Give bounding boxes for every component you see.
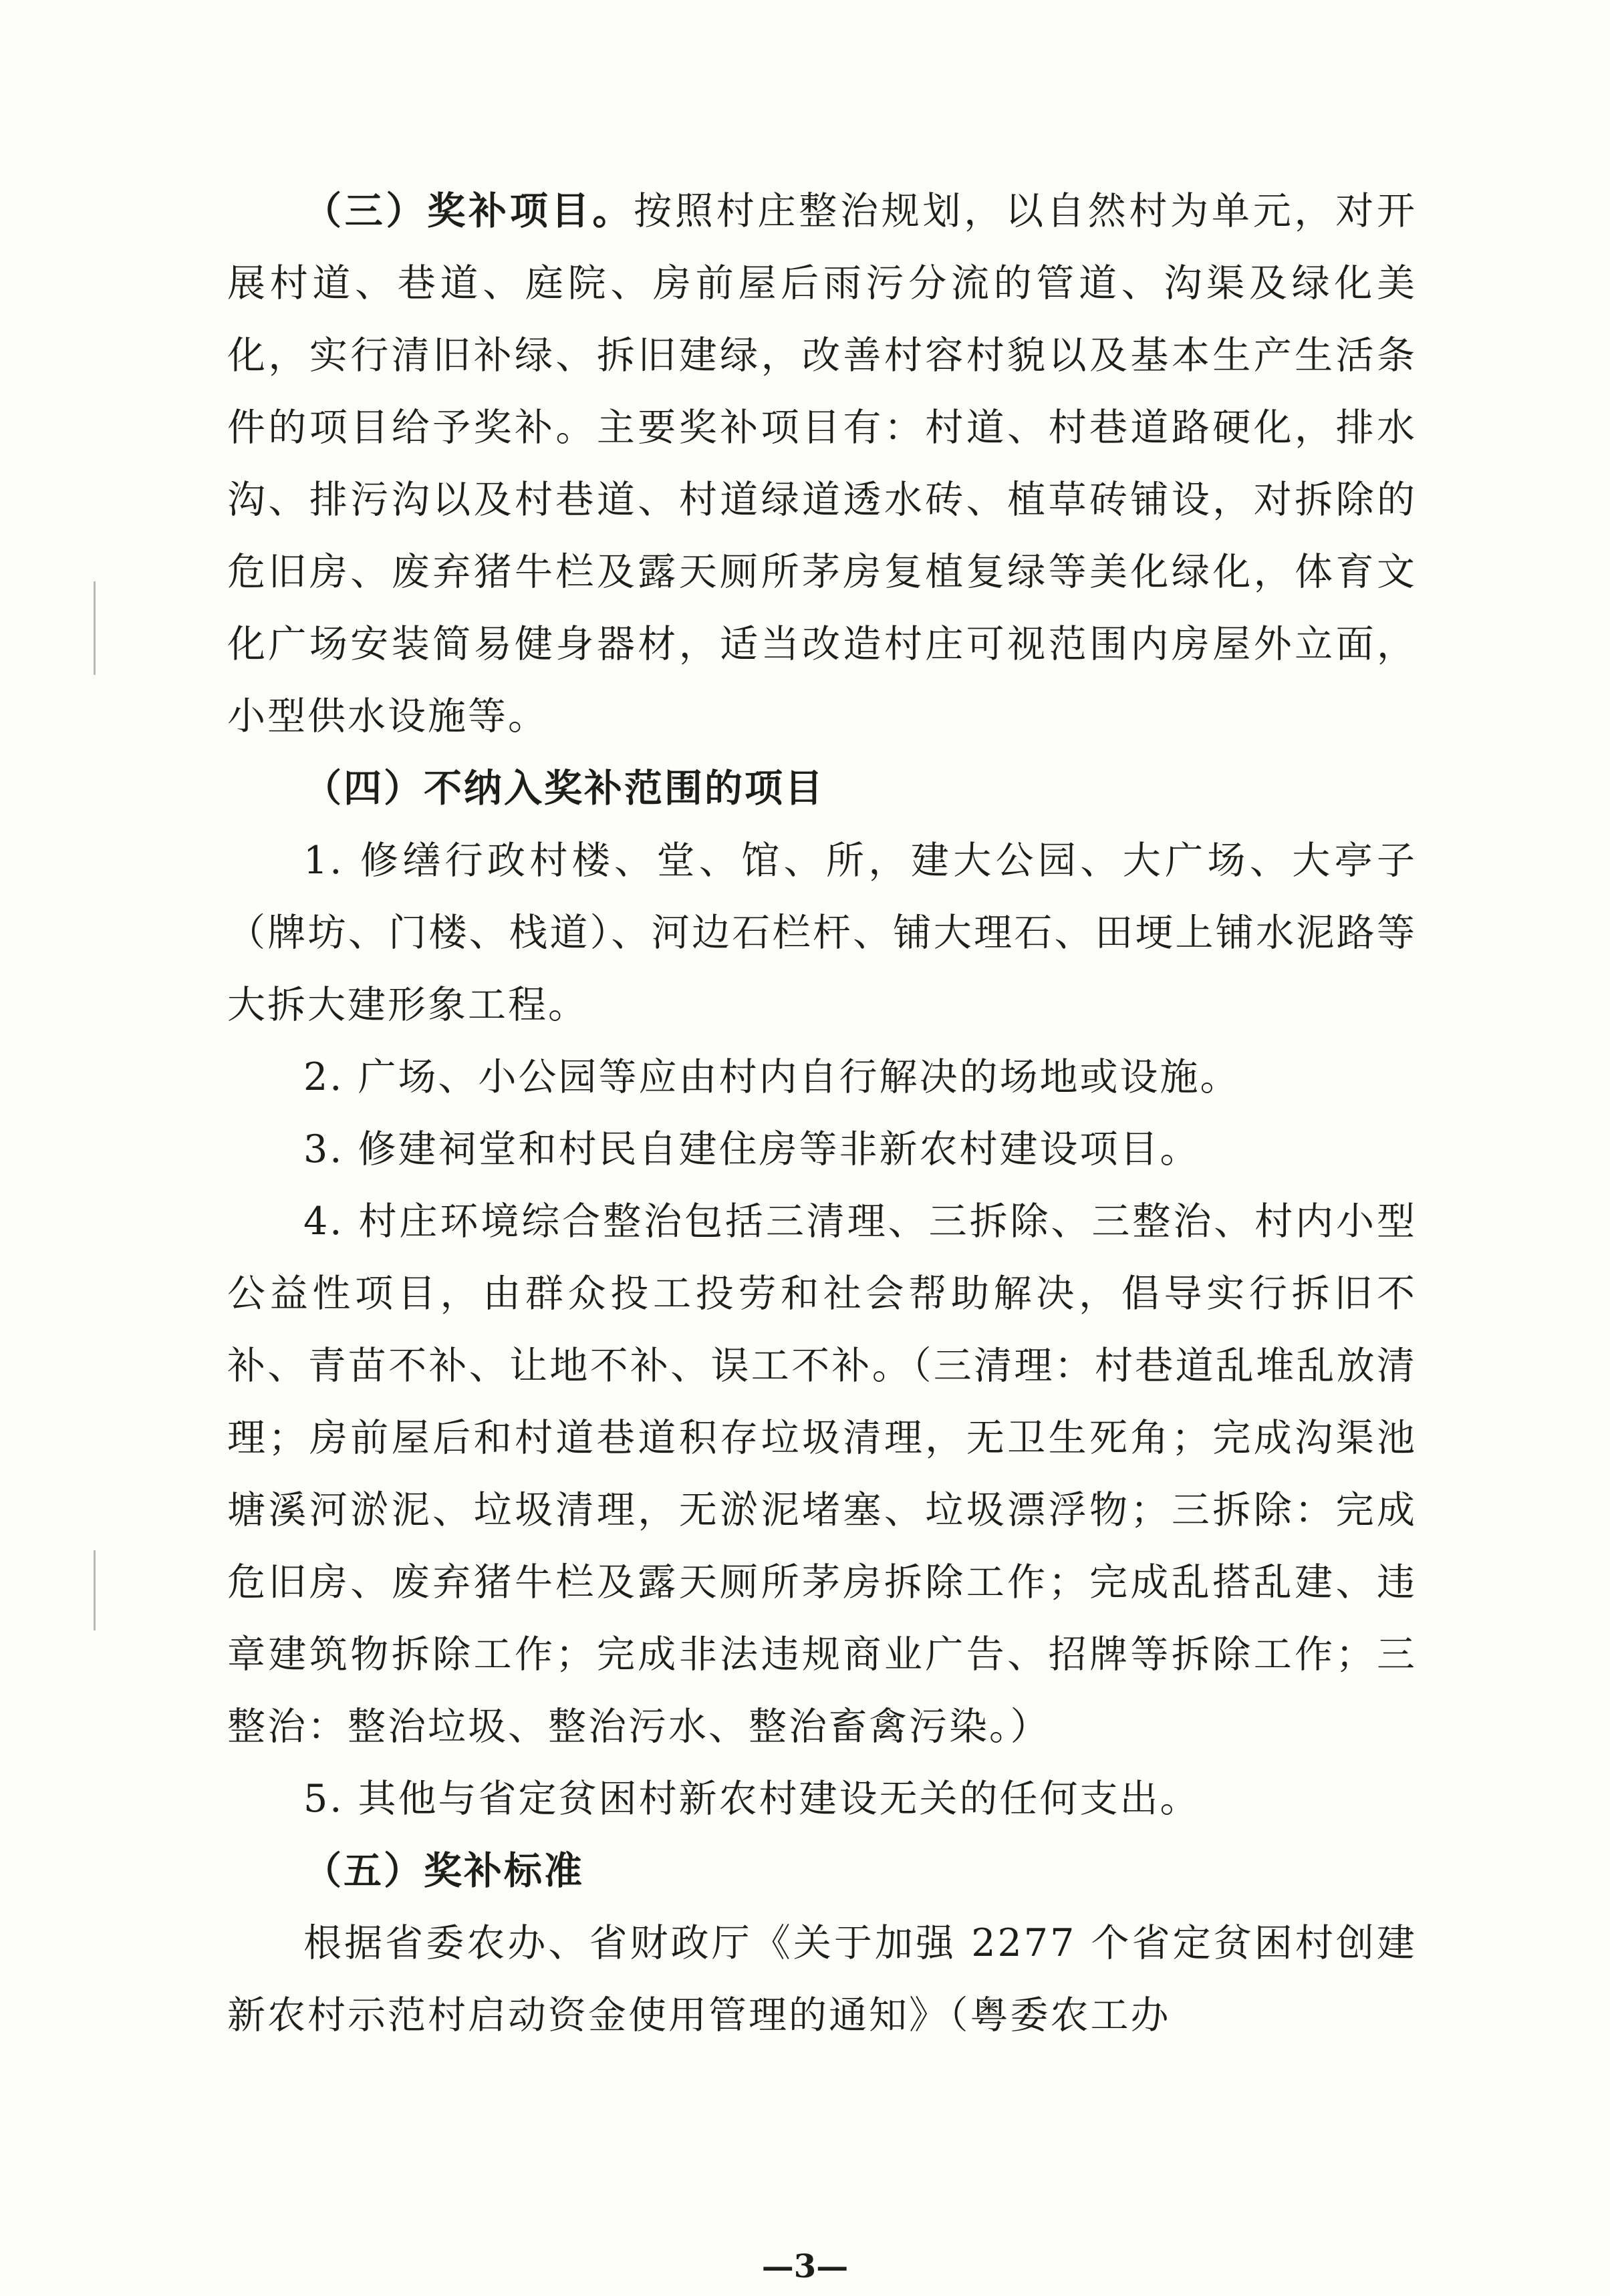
section-5-body: 根据省委农办、省财政厅《关于加强 2277 个省定贫困村创建新农村示范村启动资金使用管理的通知》（粤委农工办 — [227, 1921, 1417, 2037]
section-3-body: 按照村庄整治规划，以自然村为单元，对开展村道、巷道、庭院、房前屋后雨污分流的管道、沟渠及绿化美化，实行清旧补绿、拆旧建绿，改善村容村貌以及基本生产生活条件的项目给予奖补。主要奖补项目有：村道、村巷道路硬化，排水沟、排污沟以及村巷道、村道绿道透水砖、植草砖铺设，对拆除的危旧房、废弃猪牛栏及露天厕所茅房复植复绿等美化绿化，体育文化广场安装简易健身器材，适当改造村庄可视范围内房屋外立面，小型供水设施等。 — [227, 189, 1418, 738]
scan-edge-mark — [94, 1550, 96, 1630]
section-3-heading: （三）奖补项目。 — [303, 189, 634, 233]
list-item: 3. 修建祠堂和村民自建住房等非新农村建设项目。 — [303, 1127, 1200, 1171]
scan-edge-mark — [94, 581, 96, 675]
document-body — [227, 175, 1417, 2051]
list-item: 4. 村庄环境综合整治包括三清理、三拆除、三整治、村内小型公益性项目，由群众投工投劳和社会帮助解决，倡导实行拆旧不补、青苗不补、让地不补、误工不补。（三清理：村巷道乱堆乱放清理；房前屋后和村道巷道积存垃圾清理，无卫生死角；完成沟渠池塘溪河淤泥、垃圾清理，无淤泥堵塞、垃圾漂浮物；三拆除：完成危旧房、废弃猪牛栏及露天厕所茅房拆除工作；完成乱搭乱建、违章建筑物拆除工作；完成非法违规商业广告、招牌等拆除工作；三整治：整治垃圾、整治污水、整治畜禽污染。） — [227, 1199, 1417, 1749]
list-item: 2. 广场、小公园等应由村内自行解决的场地或设施。 — [303, 1055, 1240, 1099]
list-item: 5. 其他与省定贫困村新农村建设无关的任何支出。 — [303, 1777, 1200, 1821]
page-number: —3— — [761, 2248, 849, 2285]
section-3-paragraph — [227, 175, 1417, 752]
section-4-heading: （四）不纳入奖补范围的项目 — [303, 766, 825, 811]
section-5-heading: （五）奖补标准 — [303, 1849, 584, 1893]
list-item: 1. 修缮行政村楼、堂、馆、所，建大公园、大广场、大亭子（牌坊、门楼、栈道）、河边石栏杆、铺大理石、田埂上铺水泥路等大拆大建形象工程。 — [227, 839, 1417, 1027]
